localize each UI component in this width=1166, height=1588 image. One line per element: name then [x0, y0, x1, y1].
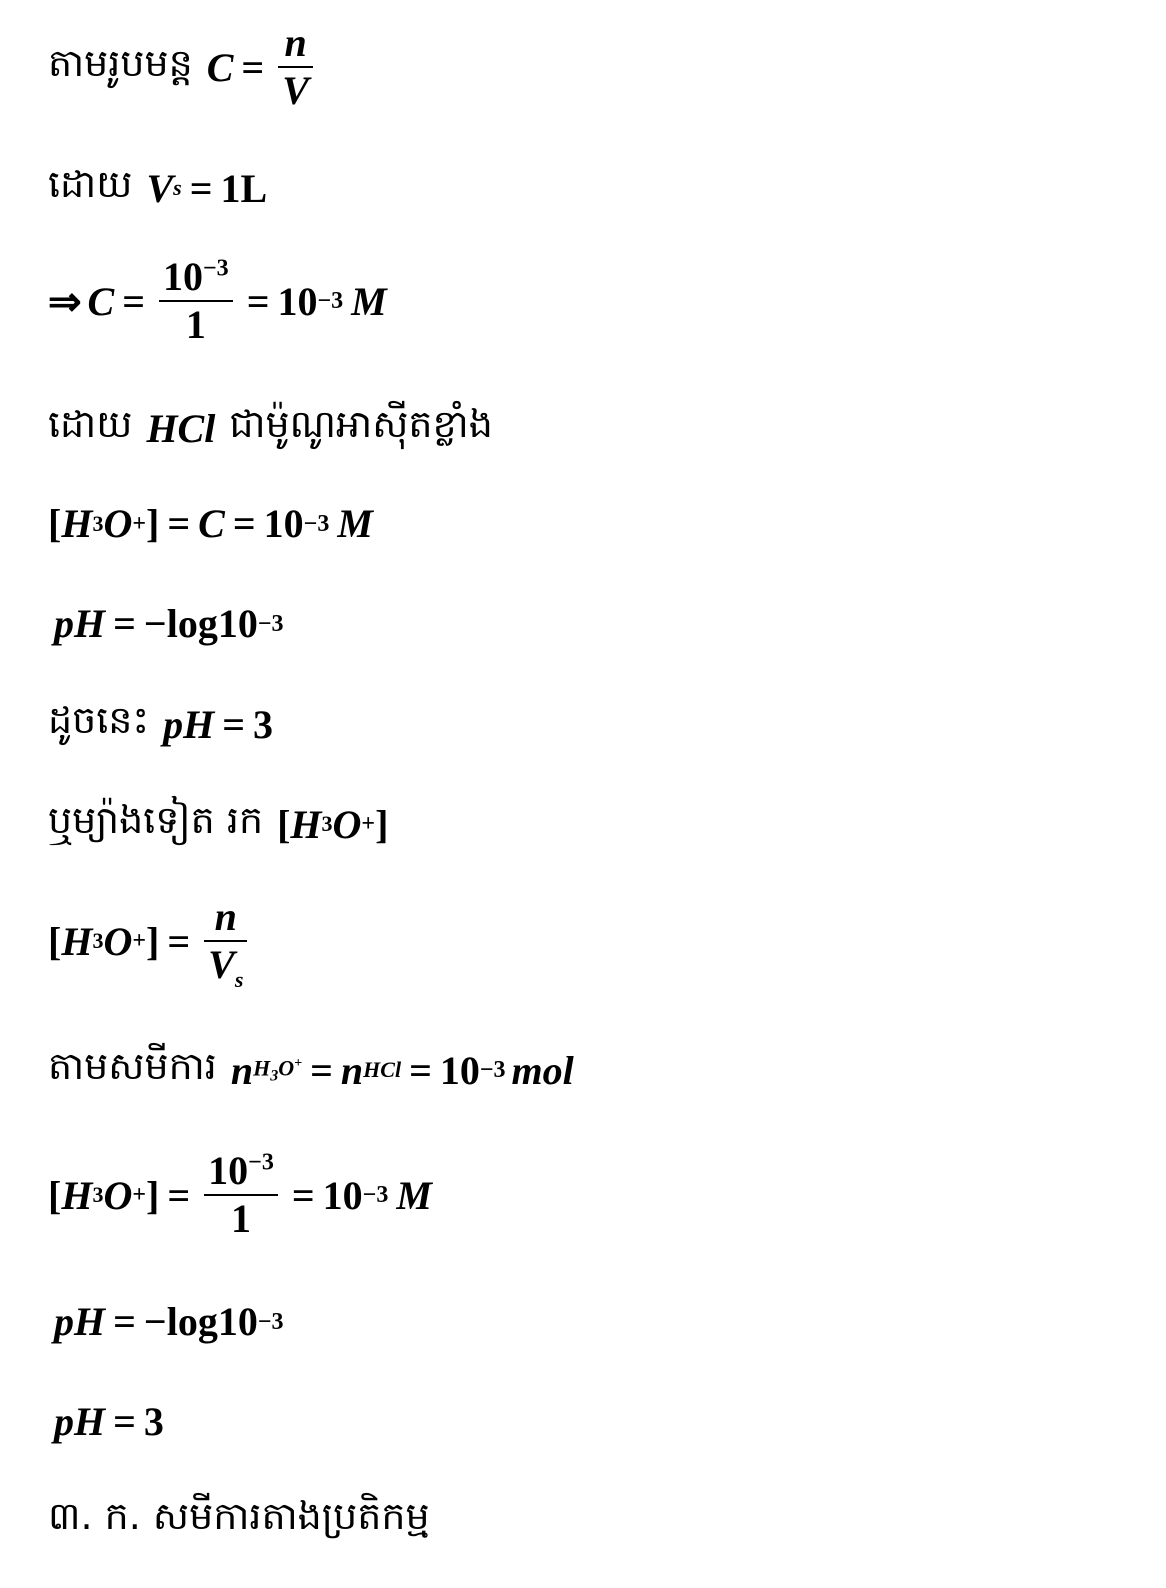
equation: [ H 3 O + ] = $\frac{n}{V_s}$	[48, 896, 253, 986]
ph-log-line-2	[48, 1298, 284, 1345]
equation: [ H 3 O + ]	[277, 801, 389, 847]
section-heading	[48, 1492, 444, 1548]
formula-line-concentration	[48, 22, 319, 112]
khmer-text: ឬម្យ៉ាងទៀត រក	[48, 798, 264, 842]
hydronium-line	[48, 500, 373, 547]
concentration-result-line	[48, 256, 387, 346]
equation: V s = 1L	[146, 165, 268, 211]
hydronium-fraction-line	[48, 894, 253, 992]
khmer-text: ដោយ	[48, 402, 133, 446]
khmer-text: ដូចនេះ	[48, 698, 150, 742]
equation: pH = 3	[54, 1399, 164, 1444]
khmer-text: ជាម៉ូណូអាស៊ីតខ្លាំង	[229, 402, 493, 446]
khmer-text: តាមរូបមន្ត	[48, 41, 193, 85]
fraction-n-over-Vs: $\frac{n}{V_s}$	[204, 896, 247, 986]
equation: pH = 3	[163, 701, 274, 747]
khmer-text: តាមសមីការ	[48, 1044, 217, 1088]
equation: ⇒ C = $\frac{10^{-3}}{1}$ = 10 −3 M	[48, 254, 387, 347]
equation: pH = −log 10 −3	[54, 601, 284, 646]
strong-acid-line: ដោយ HCl ជាម៉ូណូអាស៊ីតខ្លាំង	[48, 400, 507, 456]
equation: n $H_3O^+$ = n HCl = 10 −3 mol	[230, 1047, 574, 1093]
mole-equality-line	[48, 1042, 574, 1098]
ph-result-line-2	[48, 1398, 164, 1445]
hydronium-result-line	[48, 1150, 432, 1240]
fraction: $\frac{10^{-3}}{1}$	[159, 256, 233, 346]
equation: [ H 3 O + ] = C = 10 −3 M	[48, 501, 373, 546]
khmer-text: ៣. ក. សមីការតាងប្រតិកម្ម	[48, 1494, 430, 1538]
fraction: $\frac{10^{-3}}{1}$	[204, 1150, 278, 1240]
ph-result-line	[48, 696, 273, 752]
equation: pH = −log 10 −3	[54, 1299, 284, 1344]
alternative-line	[48, 796, 388, 852]
equation: [ H 3 O + ] = $\frac{10^{-3}}{1}$ = 10 −3 M	[48, 1148, 432, 1241]
ph-log-line	[48, 600, 284, 647]
implies-icon: ⇒	[48, 278, 82, 324]
equation: C = $\frac{n}{V}$	[207, 22, 319, 112]
volume-line	[48, 160, 267, 216]
khmer-text: ដោយ	[48, 162, 133, 206]
fraction-n-over-V: $\frac{n}{V}$	[278, 22, 313, 112]
